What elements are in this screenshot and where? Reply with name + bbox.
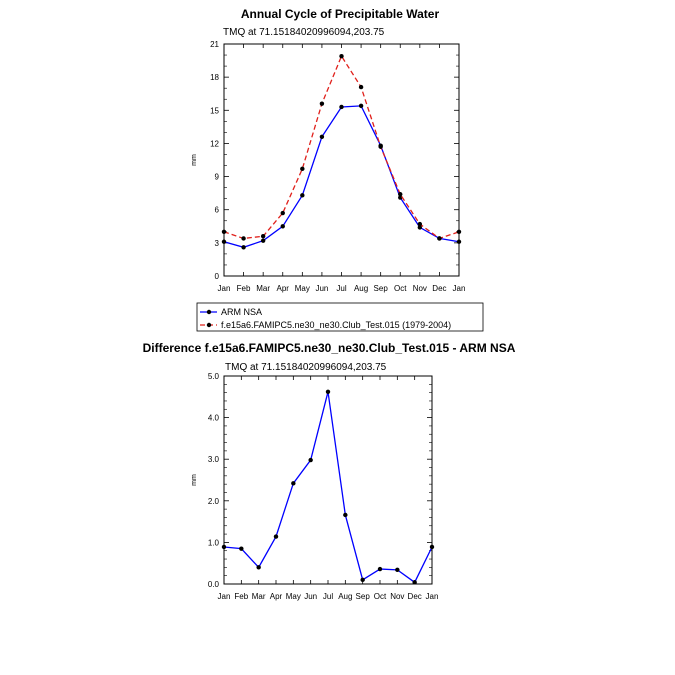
series-point-1	[241, 245, 245, 249]
series-point-1	[261, 238, 265, 242]
x-tick-label: Apr	[269, 592, 283, 601]
y-tick-label: 0.0	[207, 580, 219, 589]
legend-marker-arm-nsa	[207, 310, 211, 314]
series-point-1	[343, 513, 347, 517]
x-tick-label: Sep	[355, 592, 370, 601]
series-point-1	[308, 458, 312, 462]
plot-frame	[224, 376, 432, 584]
y-tick-label: 5.0	[207, 372, 219, 381]
x-tick-label: Jan	[425, 592, 439, 601]
series-point-1	[300, 193, 304, 197]
series-point-1	[239, 546, 243, 550]
x-tick-label: Jul	[336, 284, 347, 293]
series-point-1	[320, 135, 324, 139]
y-tick-label: 2.0	[207, 496, 219, 506]
x-tick-label: Jan	[217, 284, 231, 293]
y-tick-label: 15	[210, 106, 219, 116]
chart1-plot	[210, 40, 465, 293]
series-point-2	[241, 236, 245, 240]
series-point-2	[222, 230, 226, 234]
series-point-2	[320, 101, 324, 105]
x-tick-label: Jun	[315, 284, 329, 293]
chart2-title: Difference f.e15a6.FAMIPC5.ne30_ne30.Club_Test.015 - ARM NSA	[142, 341, 516, 355]
y-tick-label: 1.0	[207, 538, 219, 548]
series-point-2	[437, 236, 441, 240]
series-point-2	[339, 54, 343, 58]
series-point-1	[359, 104, 363, 108]
series-point-1	[326, 390, 330, 394]
y-tick-label: 18	[210, 73, 219, 83]
series-line-2	[224, 56, 459, 238]
x-tick-label: Jan	[217, 592, 231, 601]
x-tick-label: Mar	[251, 592, 266, 601]
plot-frame	[224, 44, 459, 276]
x-tick-label: Jan	[452, 284, 466, 293]
x-tick-label: Oct	[394, 284, 407, 293]
x-tick-label: May	[294, 284, 310, 293]
x-tick-label: Nov	[390, 592, 405, 601]
y-tick-label: 9	[214, 172, 219, 182]
series-line-1	[224, 106, 459, 247]
chart1-title: Annual Cycle of Precipitable Water	[240, 7, 440, 21]
chart2-subtitle: TMQ at 71.15184020996094,203.75	[225, 362, 387, 373]
series-point-2	[398, 192, 402, 196]
y-tick-label: 3.0	[207, 455, 219, 465]
x-tick-label: Nov	[412, 284, 427, 293]
series-point-2	[281, 211, 285, 215]
series-point-1	[430, 545, 434, 549]
x-tick-label: Dec	[432, 284, 447, 293]
legend-marker-model	[207, 323, 211, 327]
x-tick-label: Aug	[338, 592, 353, 601]
series-point-1	[378, 567, 382, 571]
series-point-1	[281, 224, 285, 228]
series-point-1	[412, 580, 416, 584]
y-tick-label: 6	[214, 205, 219, 215]
chart1-subtitle: TMQ at 71.15184020996094,203.75	[223, 27, 385, 38]
series-point-2	[378, 145, 382, 149]
series-point-2	[359, 85, 363, 89]
series-point-1	[339, 105, 343, 109]
x-tick-label: Apr	[276, 284, 289, 293]
series-point-1	[360, 578, 364, 582]
x-tick-label: Jun	[304, 592, 318, 601]
series-point-1	[274, 534, 278, 538]
series-point-2	[261, 234, 265, 238]
x-tick-label: Feb	[234, 592, 249, 601]
y-tick-label: 0	[214, 272, 219, 281]
legend-label-arm-nsa: ARM NSA	[221, 307, 263, 317]
x-tick-label: Feb	[236, 284, 251, 293]
series-line-1	[224, 392, 432, 583]
x-tick-label: May	[285, 592, 301, 601]
chart2-plot	[208, 372, 439, 601]
x-tick-label: Jul	[322, 592, 334, 601]
y-tick-label: 3	[214, 238, 219, 248]
y-tick-label: 4.0	[207, 413, 219, 423]
chart1-legend	[197, 303, 483, 331]
x-tick-label: Sep	[373, 284, 388, 293]
x-tick-label: Oct	[373, 592, 387, 601]
y-tick-label: 21	[210, 40, 219, 49]
x-tick-label: Mar	[256, 284, 271, 293]
y-tick-label: 12	[210, 139, 219, 149]
series-point-2	[300, 167, 304, 171]
chart1-ylabel: mm	[191, 154, 198, 166]
series-point-1	[457, 240, 461, 244]
series-point-1	[222, 240, 226, 244]
series-point-1	[291, 481, 295, 485]
x-tick-label: Aug	[353, 284, 369, 293]
series-point-2	[457, 230, 461, 234]
x-tick-label: Dec	[407, 592, 422, 601]
series-point-1	[222, 545, 226, 549]
series-point-1	[256, 565, 260, 569]
series-point-2	[418, 222, 422, 226]
series-point-1	[395, 568, 399, 572]
chart2-ylabel: mm	[191, 474, 198, 486]
legend-label-model: f.e15a6.FAMIPC5.ne30_ne30.Club_Test.015 (1979-2004)	[221, 320, 452, 330]
